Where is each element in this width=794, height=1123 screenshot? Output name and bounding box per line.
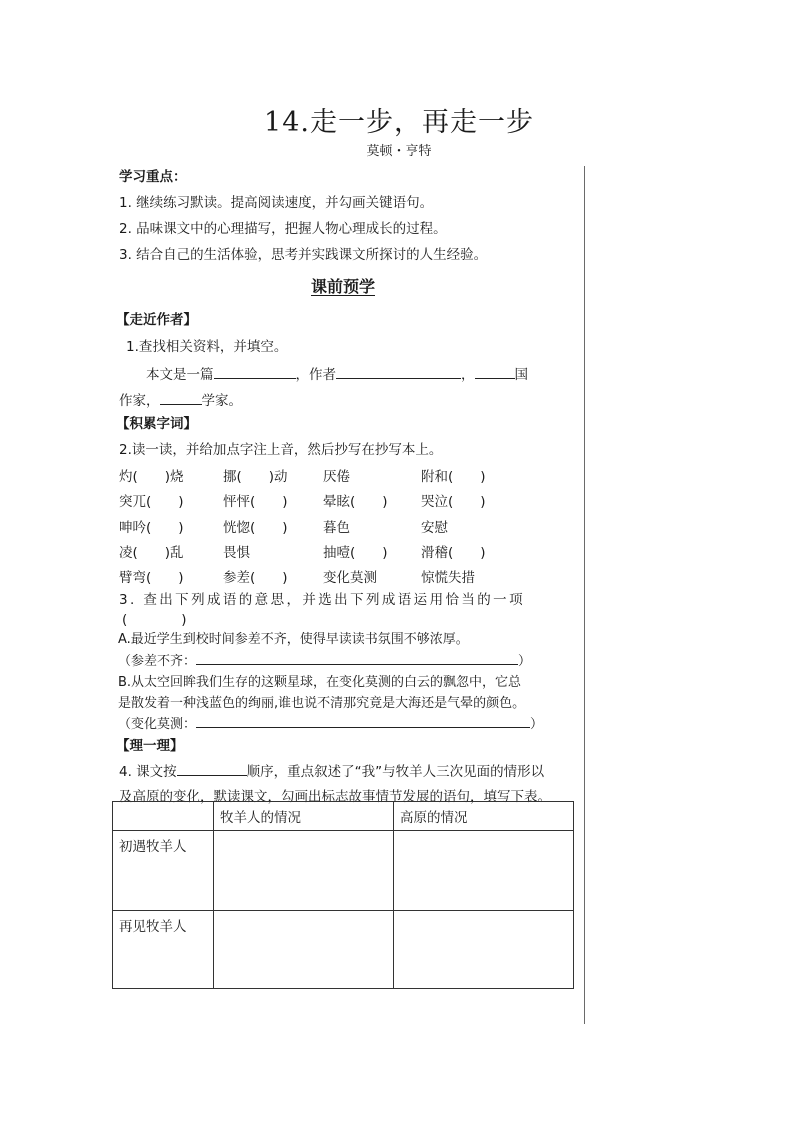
vocab-word: 厌倦 <box>323 469 350 485</box>
page-title: 14.走一步，再走一步 <box>264 107 534 138</box>
table-row-label: 再见牧羊人 <box>113 911 214 989</box>
question-4-text-b: 顺序，重点叙述了“我”与牧羊人三次见面的情形以 <box>246 764 545 780</box>
table-row-label: 初遇牧羊人 <box>113 831 214 911</box>
vocab-word: 晕眩( ) <box>323 494 388 510</box>
vocab-section-heading: 【积累字词】 <box>116 416 197 432</box>
table-cell[interactable] <box>394 831 574 911</box>
table-header-cell <box>113 802 214 831</box>
option-b-line-2: 是散发着一种浅蓝色的绚丽,谁也说不清那究竟是大海还是气晕的颜色。 <box>118 696 526 711</box>
fill-line-1 <box>146 363 528 383</box>
question-4-line-1 <box>119 760 544 780</box>
vocab-word: 挪( )动 <box>223 469 288 485</box>
vocab-word: 安慰 <box>421 520 448 536</box>
blank-meaning-b[interactable] <box>196 713 530 728</box>
focus-item-3: 3. 结合自己的生活体验，思考并实践课文所探讨的人生经验。 <box>119 247 488 263</box>
vocab-word: 滑稽( ) <box>421 545 486 561</box>
vocab-word: 惊慌失措 <box>421 570 475 586</box>
table-cell[interactable] <box>214 831 394 911</box>
fill-text-b: ，作者 <box>295 367 336 383</box>
fill-text-d: 国 <box>514 367 528 383</box>
vocab-word: 附和( ) <box>421 469 486 485</box>
vocab-word: 参差( ) <box>223 570 288 586</box>
option-b-note <box>118 713 543 732</box>
table-row <box>113 911 574 989</box>
section-title: 课前预学 <box>310 277 375 296</box>
vocab-word: 抽噎( ) <box>323 545 388 561</box>
vocab-word: 臂弯( ) <box>119 570 184 586</box>
option-a: A.最近学生到校时间参差不齐，使得早读读书氛围不够浓厚。 <box>118 632 469 647</box>
blank-meaning-a[interactable] <box>196 650 518 665</box>
vocab-word: 凌( )乱 <box>119 545 184 561</box>
author-name: 莫顿・亨特 <box>366 144 432 159</box>
vocab-word: 怦怦( ) <box>223 494 288 510</box>
table-header-row <box>113 802 574 831</box>
option-b-line-1: B.从太空回眸我们生存的这颗星球，在变化莫测的白云的飘忽中，它总 <box>118 675 522 690</box>
blank-profession[interactable] <box>160 390 202 405</box>
option-a-note-end: ） <box>518 654 532 669</box>
table-header-cell: 牧羊人的情况 <box>214 802 394 831</box>
author-section-heading: 【走近作者】 <box>116 312 197 328</box>
vocab-word: 畏惧 <box>223 545 250 561</box>
focus-item-1: 1. 继续练习默读。提高阅读速度，并勾画关键语句。 <box>119 195 434 211</box>
fill-text-e: 作家， <box>119 393 160 409</box>
option-b-note-label: （变化莫测： <box>118 717 197 732</box>
option-b-note-end: ） <box>530 717 544 732</box>
shepherd-table <box>112 801 574 989</box>
table-row <box>113 831 574 911</box>
fill-text-c: ， <box>461 367 475 383</box>
blank-country[interactable] <box>475 364 515 379</box>
table-header-cell: 高原的情况 <box>394 802 574 831</box>
focus-heading: 学习重点： <box>119 169 187 185</box>
fill-text-a: 本文是一篇 <box>146 367 214 383</box>
table-cell[interactable] <box>394 911 574 989</box>
option-a-note-label: （参差不齐： <box>118 654 197 669</box>
question-3-answer-paren[interactable]: ( ) <box>122 612 187 628</box>
option-a-note <box>118 650 531 669</box>
blank-order[interactable] <box>177 761 247 776</box>
vocab-word: 呻吟( ) <box>119 520 184 536</box>
question-4-line-2: 及高原的变化，默读课文，勾画出标志故事情节发展的语句，填写下表。 <box>119 789 551 805</box>
question-3: 3. 查出下列成语的意思，并选出下列成语运用恰当的一项 <box>119 592 525 608</box>
fill-text-f: 学家。 <box>201 393 242 409</box>
blank-author[interactable] <box>336 364 461 379</box>
table-cell[interactable] <box>214 911 394 989</box>
blank-genre[interactable] <box>214 364 296 379</box>
question-4-text-a: 4. 课文按 <box>119 764 177 780</box>
sort-section-heading: 【理一理】 <box>116 738 184 754</box>
question-1: 1.查找相关资料，并填空。 <box>126 339 288 355</box>
vocab-word: 变化莫测 <box>323 570 377 586</box>
vocab-word: 哭泣( ) <box>421 494 486 510</box>
vocab-word: 暮色 <box>323 520 350 536</box>
question-2: 2.读一读，并给加点字注上音，然后抄写在抄写本上。 <box>119 442 443 458</box>
vocab-word: 灼( )烧 <box>119 469 184 485</box>
vocab-word: 恍惚( ) <box>223 520 288 536</box>
vocab-word: 突兀( ) <box>119 494 184 510</box>
fill-line-2 <box>119 389 242 409</box>
focus-item-2: 2. 品味课文中的心理描写，把握人物心理成长的过程。 <box>119 221 447 237</box>
